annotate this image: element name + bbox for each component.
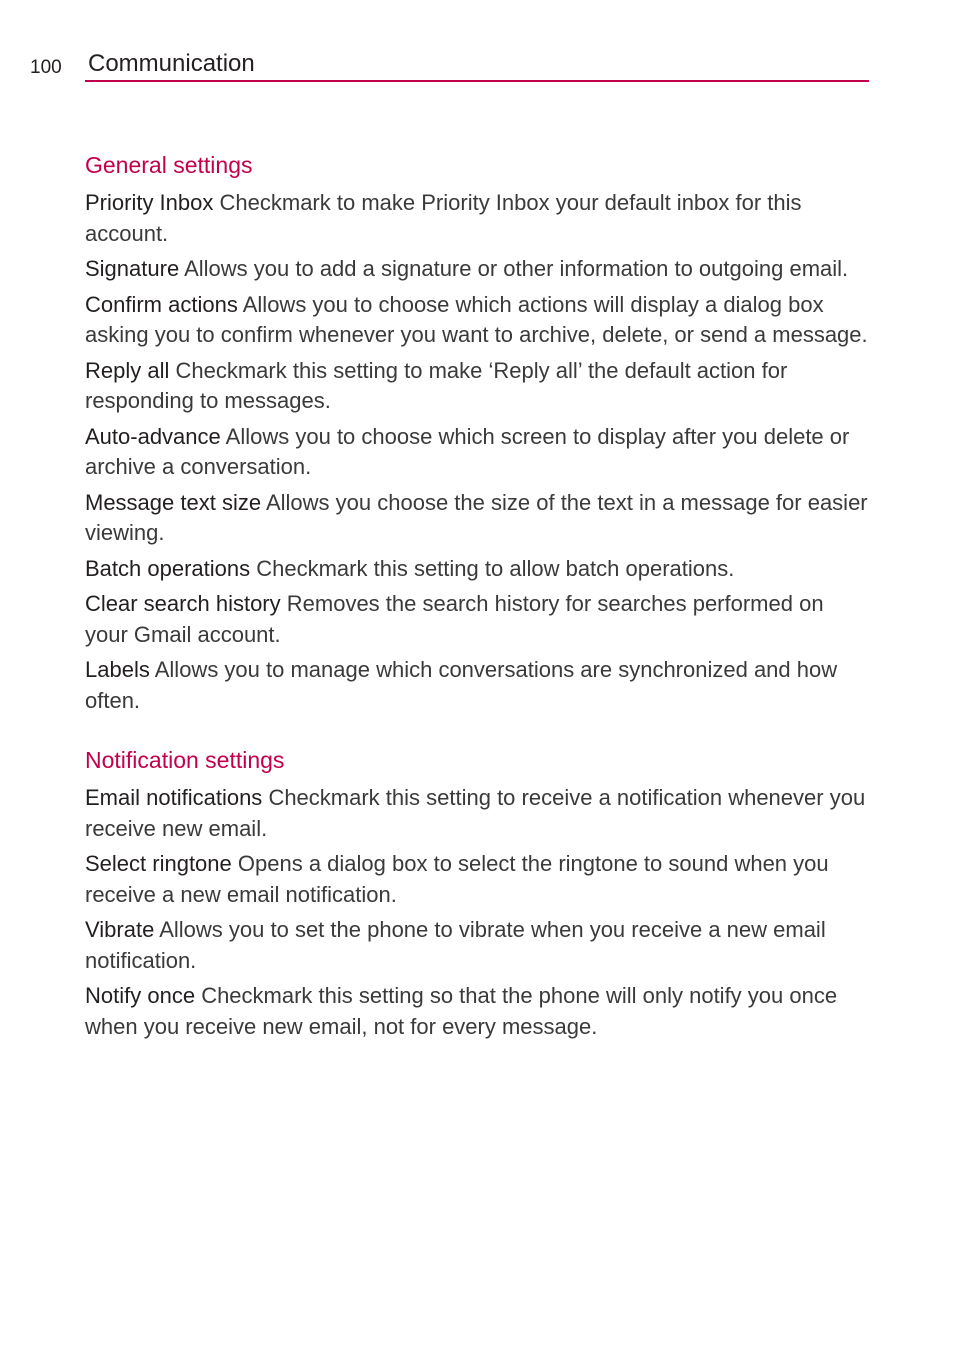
setting-description: Checkmark this setting so that the phone will only notify you once when you receive new email, not for every message.	[85, 983, 838, 1039]
setting-description: Removes the search history for searches performed on your Gmail account.	[85, 591, 824, 647]
setting-term: Vibrate	[85, 917, 155, 942]
setting-vibrate	[85, 915, 869, 976]
notification-settings-heading: Notification settings	[85, 747, 285, 773]
setting-term: Email notifications	[85, 785, 263, 810]
setting-term: Batch operations	[85, 555, 251, 581]
section-title: Communication	[88, 50, 255, 77]
general-settings-heading: General settings	[85, 152, 253, 178]
page-number: 100	[30, 57, 62, 78]
setting-description: Allows you to set the phone to vibrate when you receive a new email notification.	[85, 917, 826, 973]
setting-term: Notify once	[85, 983, 196, 1008]
setting-confirm-actions	[85, 290, 869, 351]
setting-term: Confirm actions	[85, 291, 238, 317]
setting-description: Checkmark to make Priority Inbox your default inbox for this account.	[85, 190, 802, 246]
setting-description: Allows you to choose which actions will display a dialog box asking you to confirm whenever you want to archive, delete, or send a message.	[85, 291, 868, 347]
setting-description: Allows you to choose which screen to display after you delete or archive a conversation.	[85, 423, 850, 479]
setting-message-text-size	[85, 488, 869, 549]
section-spacer	[85, 721, 869, 743]
setting-term: Message text size	[85, 489, 262, 515]
setting-term: Auto-advance	[85, 423, 221, 449]
setting-priority-inbox	[85, 188, 869, 249]
setting-term: Select ringtone	[85, 851, 232, 876]
setting-reply-all	[85, 356, 869, 417]
setting-description: Checkmark this setting to allow batch operations.	[256, 555, 735, 581]
setting-notify-once	[85, 981, 869, 1042]
setting-description: Checkmark this setting to receive a notification whenever you receive new email.	[85, 785, 866, 841]
page-content	[85, 148, 869, 1047]
setting-description: Allows you to manage which conversations are synchronized and how often.	[85, 657, 838, 713]
setting-select-ringtone	[85, 849, 869, 910]
setting-labels	[85, 655, 869, 716]
setting-signature	[85, 254, 869, 285]
header-divider	[85, 80, 869, 82]
setting-term: Reply all	[85, 357, 170, 383]
setting-description: Allows you choose the size of the text in a message for easier viewing.	[85, 489, 868, 545]
setting-term: Labels	[85, 657, 150, 682]
setting-description: Checkmark this setting to make ‘Reply all’ the default action for responding to messages.	[85, 357, 788, 413]
setting-clear-search-history	[85, 589, 869, 650]
setting-term: Signature	[85, 256, 180, 281]
setting-description: Allows you to add a signature or other information to outgoing email.	[184, 256, 849, 281]
setting-term: Clear search history	[85, 591, 281, 616]
setting-email-notifications	[85, 783, 869, 844]
setting-auto-advance	[85, 422, 869, 483]
setting-term: Priority Inbox	[85, 190, 214, 215]
setting-batch-operations	[85, 554, 869, 585]
page-header	[0, 0, 954, 90]
setting-description: Opens a dialog box to select the ringtone to sound when you receive a new email notification.	[85, 851, 829, 907]
